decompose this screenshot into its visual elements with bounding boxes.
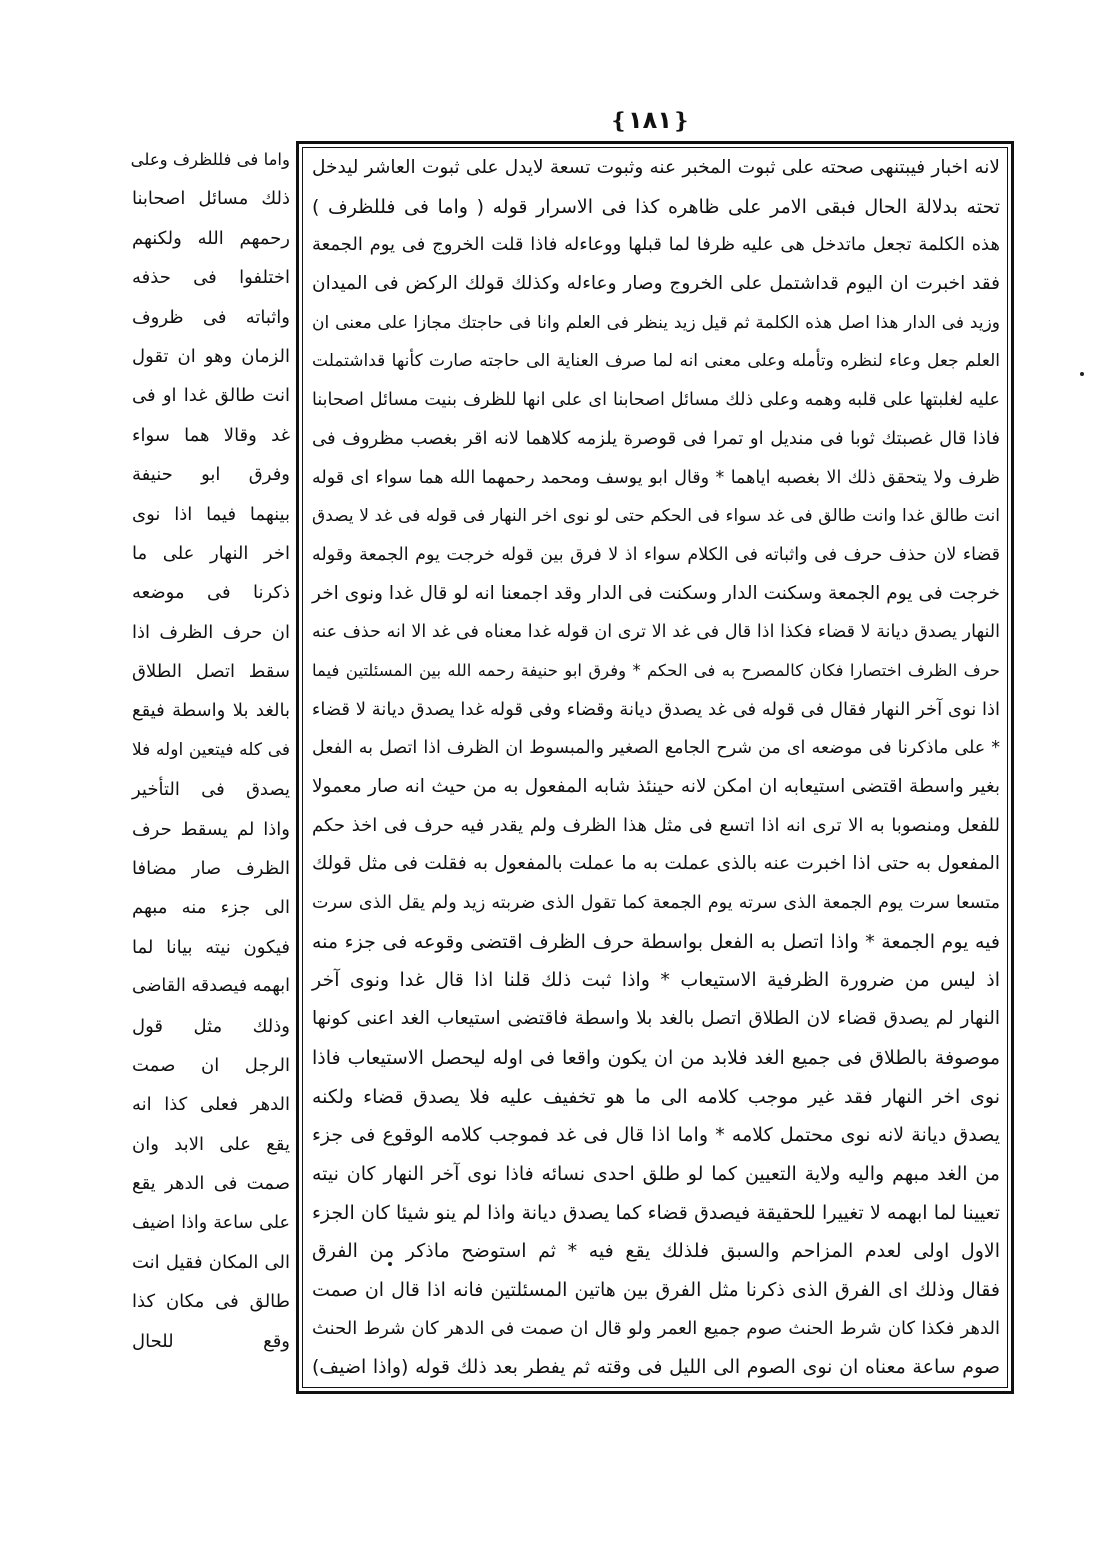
ornament-left-icon: ❵ xyxy=(609,109,629,134)
main-text-line: انت طالق غدا وانت طالق فى غد سواء فى الحكم حتى لو نوى اخر النهار فى قوله فى غد لا يصدق xyxy=(312,506,1000,527)
margin-text-line: بينهما فيما اذا نوى xyxy=(132,503,290,525)
margin-text-line: واما فى فللظرف وعلى xyxy=(130,150,290,169)
main-text-line: متسعا سرت يوم الجمعة الذى سرته يوم الجمعة كما تقول الذى ضربته زيد ولم يقل الذى سرت xyxy=(312,893,1000,914)
margin-text-line: طالق فى مكان كذا xyxy=(132,1291,290,1313)
main-text-line: موصوفة بالطلاق فى جميع الغد فلابد من ان يكون واقعا فى اوله ليحصل الاستيعاب فاذا xyxy=(312,1046,1000,1069)
main-text-line: الاول اولى لعدم المزاحم والسبق فلذلك يقع فيه * ثم استوضح ماذكر من الفرق xyxy=(312,1240,1000,1263)
margin-text-line: فى كله فيتعين اوله فلا xyxy=(132,739,290,760)
margin-text-line: سقط اتصل الطلاق xyxy=(132,661,290,683)
margin-text-line: الظرف صار مضافا xyxy=(132,858,290,880)
margin-text-line: انت طالق غدا او فى xyxy=(132,385,290,407)
margin-text-line: وذلك مثل قول xyxy=(132,1015,290,1037)
main-text-line: النهار يصدق ديانة لا قضاء فكذا اذا قال فى غد الا ترى ان قوله غدا معناه فى غد الا انه حذف عنه xyxy=(312,622,1000,643)
margin-text-line: الى جزء منه مبهم xyxy=(132,897,290,919)
margin-text-line: ان حرف الظرف اذا xyxy=(132,621,290,643)
margin-text-line: يصدق فى التأخير xyxy=(132,779,290,801)
main-text-line: وزيد فى الدار هذا اصل هذه الكلمة ثم قيل زيد ينظر فى العلم وانا فى حاجتك مجازا على معنى ان xyxy=(312,312,1000,333)
margin-text-line: الرجل ان صمت xyxy=(132,1054,290,1076)
main-text-line: حرف الظرف اختصارا فكان كالمصرح به فى الحكم * وفرق ابو حنيفة رحمه الله بين المسئلتين فيما xyxy=(312,660,1000,680)
main-text-line: المفعول به حتى اذا اخبرت عنه بالذى عملت به ما عملت بالمفعول به فقلت فى مثل قولك xyxy=(312,853,1000,875)
main-text-line: عليه لغلبتها على قلبه وهمه وعلى ذلك مسائل اصحابنا اى على انها للظرف بنيت مسائل اصحابنا xyxy=(312,390,1000,411)
margin-text-line: غد وقالا هما سواء xyxy=(132,424,290,446)
main-text-line: يصدق ديانة لانه نوى محتمل كلامه * واما اذا قال فى غد فموجب كلامه الوقوع فى جزء xyxy=(312,1124,1000,1147)
main-text-line: بغير واسطة اقتضى استيعابه ان امكن لانه حينئذ شابه المفعول به من حيث انه صار معمولا xyxy=(312,776,1000,797)
main-text-line: النهار لم يصدق قضاء لان الطلاق اتصل بالغد بلا واسطة فاقتضى استيعاب الغد اعنى كونها xyxy=(312,1008,1000,1030)
main-text-line: للفعل ومنصوبا به الا ترى انه اذا اتسع فى مثل هذا الظرف ولم يقدر فيه حرف فى اخذ حكم xyxy=(312,814,1000,836)
page-number-text: ۱۸۱ xyxy=(628,106,672,134)
margin-text-line: واذا لم يسقط حرف xyxy=(132,818,290,840)
margin-text-column xyxy=(132,140,290,1361)
scan-speck xyxy=(1080,372,1084,376)
main-text-line: هذه الكلمة تجعل ماتدخل هى عليه ظرفا لما قبلها ووعاءله فاذا قلت الخروج فى يوم الجمعة xyxy=(312,234,1000,256)
main-text-line: تعيينا لما ابهمه لا تغييرا للحقيقة فيصدق قضاء كما يصدق ديانة واذا لم ينو شيئا كان الجزء xyxy=(312,1201,1000,1224)
main-text-line: تحته بدلالة الحال فبقى الامر على ظاهره كذا فى الاسرار قوله ( واما فى فللظرف ) xyxy=(312,195,1000,218)
main-text-line: فقد اخبرت ان اليوم قداشتمل على الخروج وصار وعاءله وكذلك قولك الركض فى الميدان xyxy=(312,273,1000,295)
main-text-line: فاذا قال غصبتك ثوبا فى منديل او تمرا فى قوصرة يلزمه كلاهما لانه اقر بغصب مظروف فى xyxy=(312,427,1000,449)
margin-text-line: واثباته فى ظروف xyxy=(132,306,290,328)
margin-text-line: وفرق ابو حنيفة xyxy=(132,464,290,486)
margin-text-line: اخر النهار على ما xyxy=(132,542,290,564)
margin-text-line: ابهمه فيصدقه القاضى xyxy=(131,976,290,997)
margin-text-line: رحمهم الله ولكنهم xyxy=(132,227,290,249)
margin-text-line: على ساعة واذا اضيف xyxy=(132,1212,290,1233)
margin-text-line: صمت فى الدهر يقع xyxy=(132,1173,290,1195)
ornament-right-icon: ❴ xyxy=(671,109,691,134)
margin-text-line: وقع للحال xyxy=(132,1330,290,1352)
main-text-line: لانه اخبار فيبتنهى صحته على ثبوت المخبر عنه وثبوت تسعة لايدل على ثبوت العاشر ليدخل xyxy=(312,157,1000,178)
margin-text-line: بالغد بلا واسطة فيقع xyxy=(132,700,290,722)
main-text-line: نوى اخر النهار فقد غير موجب كلامه الى ما هو تخفيف عليه فلا يصدق قضاء ولكنه xyxy=(312,1085,1000,1108)
main-text-line: خرجت فى يوم الجمعة وسكنت الدار وسكنت فى الدار وقد اجمعنا انه لو قال غدا ونوى اخر xyxy=(312,582,1000,604)
main-text-line: اذ ليس من ضرورة الظرفية الاستيعاب * واذا ثبت ذلك قلنا اذا قال غدا ونوى آخر xyxy=(312,969,1000,992)
margin-text-line: فيكون نيته بيانا لما xyxy=(132,936,290,958)
main-commentary-text xyxy=(312,149,1000,1387)
main-text-line: قضاء لان حذف حرف فى واثباته فى الكلام سواء اذ لا فرق بين قوله خرجت يوم الجمعة وقوله xyxy=(312,544,1000,565)
main-text-line: ظرف ولا يتحقق ذلك الا بغصبه اياهما * وقال ابو يوسف ومحمد رحمهما الله هما سواء اى قوله xyxy=(312,467,1000,488)
margin-text-line: يقع على الابد وان xyxy=(132,1133,290,1155)
main-text-line: الدهر فكذا كان شرط الحنث صوم جميع العمر ولو قال ان صمت فى الدهر كان شرط الحنث xyxy=(312,1317,1000,1339)
margin-text-line: الى المكان فقيل انت xyxy=(132,1251,290,1273)
main-text-line: فقال وذلك اى الفرق الذى ذكرنا مثل الفرق بين هاتين المسئلتين فانه اذا قال ان صمت xyxy=(312,1278,1000,1301)
scan-speck xyxy=(388,1262,392,1266)
main-text-line: من الغد مبهم واليه ولاية التعيين كما لو طلق احدى نسائه فاذا نوى آخر النهار كان نيته xyxy=(312,1162,1000,1185)
main-text-line: العلم جعل وعاء لنظره وتأمله وعلى معنى انه لما صرف العناية الى حاجته صارت كأنها قداشتملت xyxy=(312,351,1000,372)
main-text-line: صوم ساعة معناه ان نوى الصوم الى الليل فى وقته ثم يفطر بعد ذلك قوله (واذا اضيف) xyxy=(312,1356,1000,1379)
margin-text-line: ذكرنا فى موضعه xyxy=(132,582,290,604)
main-text-line: فيه يوم الجمعة * واذا اتصل به الفعل بواسطة حرف الظرف اقتضى وقوعه فى جزء منه xyxy=(312,930,1000,953)
margin-text-line: الدهر فعلى كذا انه xyxy=(132,1094,290,1116)
page-number xyxy=(600,106,700,134)
margin-text-line: اختلفوا فى حذفه xyxy=(132,267,290,289)
main-text-line: اذا نوى آخر النهار فقال فى قوله فى غد يصدق ديانة وقضاء وفى قوله غدا يصدق ديانة لا قضاء xyxy=(311,698,1000,720)
margin-text-line: ذلك مسائل اصحابنا xyxy=(132,188,290,210)
main-text-line: * على ماذكرنا فى موضعه اى من شرح الجامع الصغير والمبسوط ان الظرف اذا اتصل به الفعل xyxy=(312,738,1000,759)
margin-text-line: الزمان وهو ان تقول xyxy=(132,345,290,367)
